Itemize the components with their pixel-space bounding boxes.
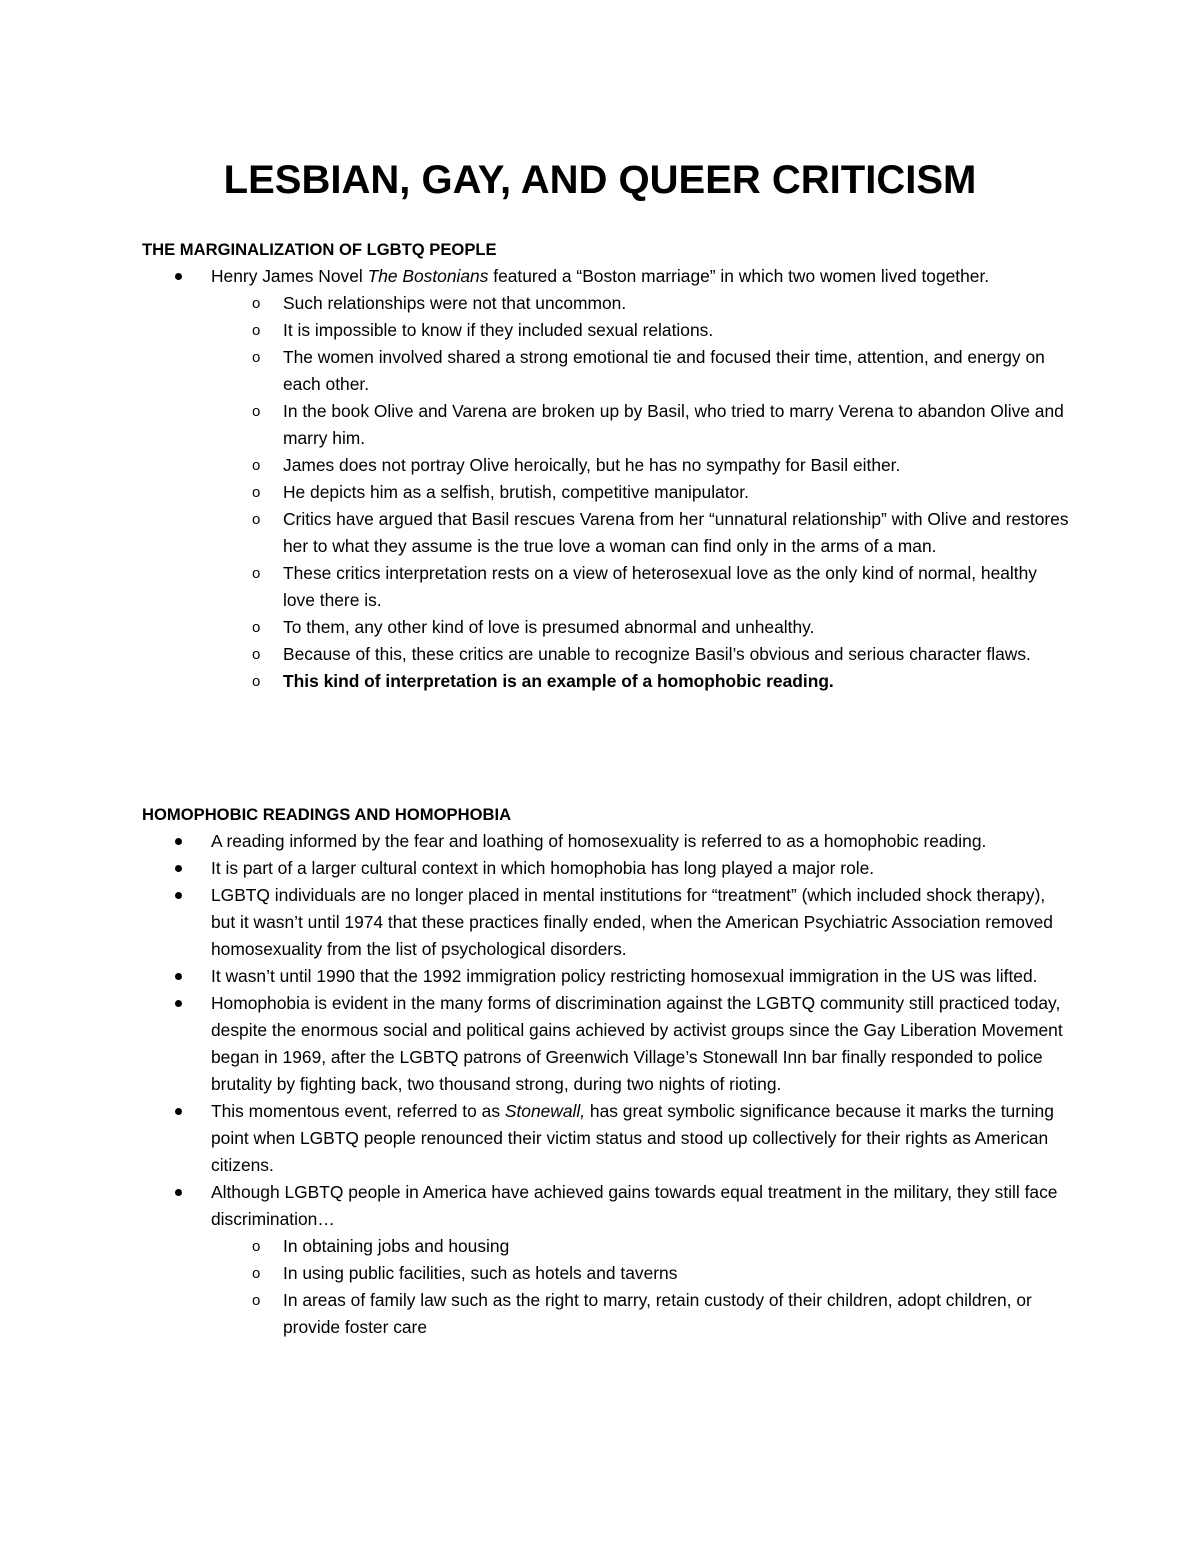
- bullet-icon: [175, 1189, 182, 1196]
- bullet-text: Homophobia is evident in the many forms of discrimination against the LGBTQ community still practiced today, despite the enormous social and political gains achieved by activist groups since the Gay Liberation Movement began in 1969, after the LGBTQ patrons of Greenwich Village’s Stonewall Inn bar finally responded to police brutality by fighting back, two thousand strong, during two nights of rioting.: [211, 993, 1063, 1094]
- sub-item-text: He depicts him as a selfish, brutish, competitive manipulator.: [283, 482, 749, 502]
- circle-bullet-icon: o: [252, 349, 261, 366]
- circle-bullet-icon: o: [252, 457, 261, 474]
- circle-bullet-icon: o: [252, 403, 261, 420]
- sub-item-text: Critics have argued that Basil rescues Varena from her “unnatural relationship” with Olive and restores her to what they assume is the true love a woman can find only in the arms of a man.: [283, 509, 1069, 556]
- circle-bullet-icon: o: [252, 646, 261, 663]
- bullet-text-after: featured a “Boston marriage” in which two women lived together.: [488, 266, 990, 286]
- circle-bullet-icon: o: [252, 295, 261, 312]
- document-title: LESBIAN, GAY, AND QUEER CRITICISM: [223, 158, 977, 202]
- list-item: [142, 1098, 1072, 1179]
- sub-item-text: Because of this, these critics are unable to recognize Basil’s obvious and serious character flaws.: [283, 644, 1031, 664]
- bullet-text-after: has great symbolic significance because it marks the turning point when LGBTQ people renounced their victim status and stood up collectively for their rights as American citizens.: [211, 1101, 1054, 1175]
- sub-list-item: [142, 1233, 1072, 1260]
- circle-bullet-icon: o: [252, 484, 261, 501]
- bullet-list: [142, 263, 1072, 695]
- sub-item-text: In areas of family law such as the right to marry, retain custody of their children, adopt children, or provide foster care: [283, 1290, 1032, 1337]
- sub-list-item: [142, 1260, 1072, 1287]
- bullet-text: LGBTQ individuals are no longer placed in mental institutions for “treatment” (which included shock therapy), but it wasn’t until 1974 that these practices finally ended, when the American Psychiatric Association removed homosexuality from the list of psychological disorders.: [211, 885, 1053, 959]
- sub-list: [142, 290, 1072, 695]
- sub-item-text: In the book Olive and Varena are broken up by Basil, who tried to marry Verena to abandon Olive and marry him.: [283, 401, 1064, 448]
- sub-item-text: The women involved shared a strong emotional tie and focused their time, attention, and energy on each other.: [283, 347, 1045, 394]
- list-item: [142, 990, 1072, 1098]
- bullet-text-before: Henry James Novel: [211, 266, 368, 286]
- circle-bullet-icon: o: [252, 1292, 261, 1309]
- sub-item-text: This kind of interpretation is an example of a homophobic reading.: [283, 671, 834, 691]
- sub-item-text: It is impossible to know if they included sexual relations.: [283, 320, 714, 340]
- sub-list-item: [142, 1287, 1072, 1341]
- sub-list-item: [142, 560, 1072, 614]
- sub-list: [142, 1233, 1072, 1341]
- book-title: The Bostonians: [367, 266, 489, 286]
- sub-item-text: Such relationships were not that uncommon.: [283, 293, 627, 313]
- circle-bullet-icon: o: [252, 619, 261, 636]
- bullet-list: [142, 828, 1072, 1341]
- sub-list-item: [142, 317, 1072, 344]
- circle-bullet-icon: o: [252, 673, 261, 690]
- sub-list-item: [142, 290, 1072, 317]
- list-item: [142, 1179, 1072, 1341]
- bullet-icon: [175, 1000, 182, 1007]
- bullet-icon: [175, 892, 182, 899]
- sub-list-item: [142, 398, 1072, 452]
- circle-bullet-icon: o: [252, 1238, 261, 1255]
- section-heading: THE MARGINALIZATION OF LGBTQ PEOPLE: [142, 240, 497, 259]
- bullet-icon: [175, 973, 182, 980]
- section-heading: HOMOPHOBIC READINGS AND HOMOPHOBIA: [142, 805, 512, 824]
- sub-item-text: James does not portray Olive heroically, but he has no sympathy for Basil either.: [283, 455, 901, 475]
- list-item: [142, 263, 1072, 695]
- sub-list-item: [142, 452, 1072, 479]
- sub-list-item: [142, 614, 1072, 641]
- sub-item-text: In using public facilities, such as hotels and taverns: [283, 1263, 678, 1283]
- bullet-text: Although LGBTQ people in America have achieved gains towards equal treatment in the military, they still face discrimination…: [211, 1182, 1058, 1229]
- event-name: Stonewall,: [504, 1101, 586, 1121]
- bullet-text: It is part of a larger cultural context in which homophobia has long played a major role.: [211, 858, 875, 878]
- circle-bullet-icon: o: [252, 511, 261, 528]
- list-item: [142, 963, 1072, 990]
- bullet-icon: [175, 865, 182, 872]
- bullet-text: It wasn’t until 1990 that the 1992 immigration policy restricting homosexual immigration in the US was lifted.: [211, 966, 1038, 986]
- bullet-icon: [175, 273, 182, 280]
- circle-bullet-icon: o: [252, 565, 261, 582]
- bullet-icon: [175, 1108, 182, 1115]
- bullet-text: A reading informed by the fear and loathing of homosexuality is referred to as a homophobic reading.: [211, 831, 987, 851]
- section-homophobic-readings: [142, 801, 1072, 1341]
- sub-list-item: [142, 344, 1072, 398]
- sub-item-text: In obtaining jobs and housing: [283, 1236, 510, 1256]
- sub-list-item: [142, 641, 1072, 668]
- list-item: [142, 882, 1072, 963]
- section-marginalization: [142, 236, 1072, 695]
- sub-item-text: These critics interpretation rests on a view of heterosexual love as the only kind of normal, healthy love there is.: [283, 563, 1037, 610]
- sub-list-item: [142, 479, 1072, 506]
- bullet-icon: [175, 838, 182, 845]
- sub-list-item: [142, 506, 1072, 560]
- list-item: [142, 828, 1072, 855]
- circle-bullet-icon: o: [252, 1265, 261, 1282]
- sub-item-text: To them, any other kind of love is presumed abnormal and unhealthy.: [283, 617, 815, 637]
- list-item: [142, 855, 1072, 882]
- sub-list-item-bold: [142, 668, 1072, 695]
- bullet-text-before: This momentous event, referred to as: [211, 1101, 505, 1121]
- circle-bullet-icon: o: [252, 322, 261, 339]
